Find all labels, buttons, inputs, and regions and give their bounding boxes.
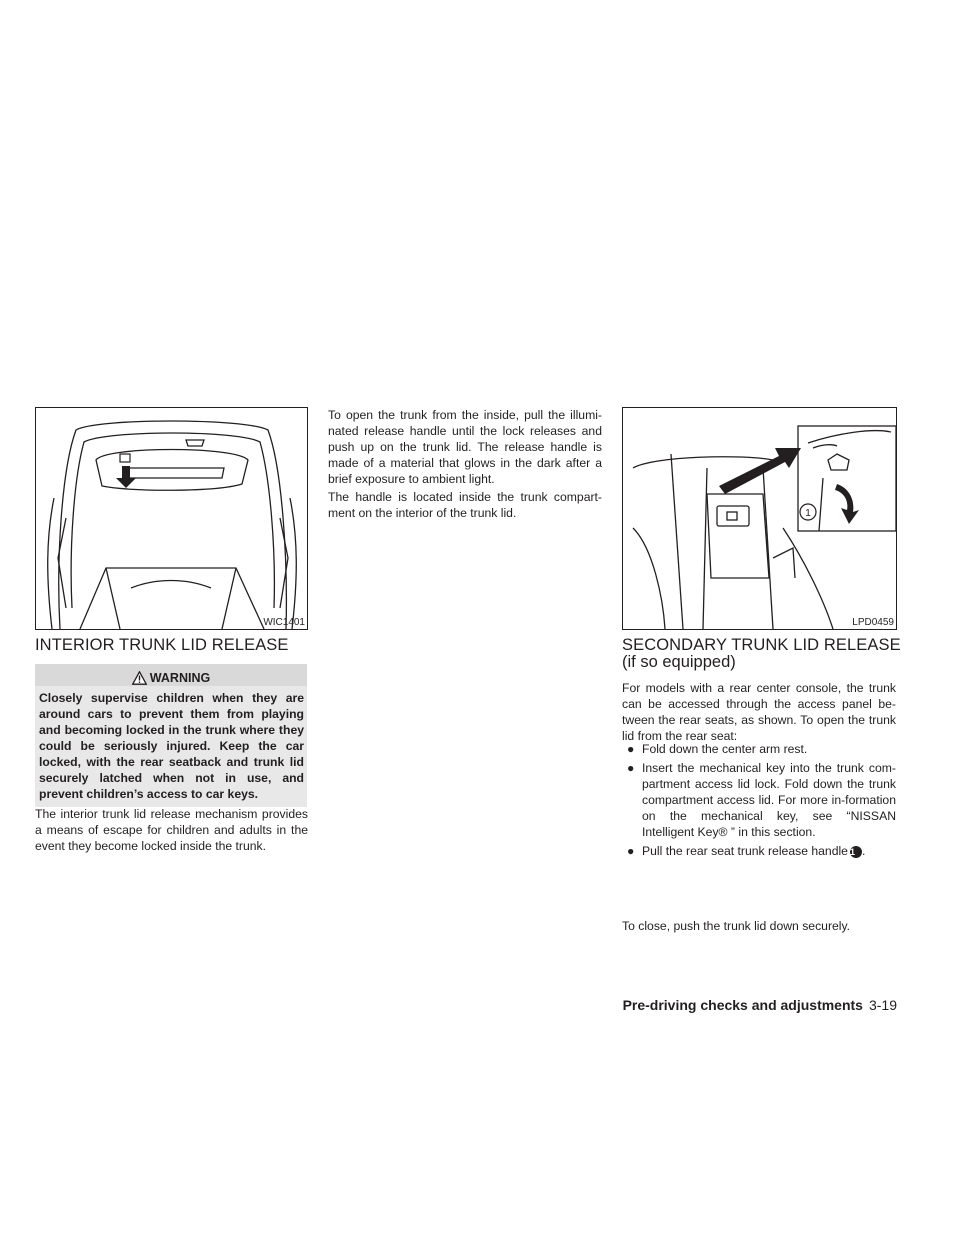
bullet-icon: ● [627, 742, 635, 756]
page-number: 3-19 [868, 997, 897, 1013]
callout-number-badge: 1 [850, 846, 862, 858]
page-footer [623, 996, 897, 1014]
bullet-icon: ● [627, 844, 635, 858]
secondary-closing-text: To close, push the trunk lid down securely. [622, 919, 851, 933]
trunk-interior-illustration [35, 407, 308, 630]
down-arrow-icon [116, 466, 136, 488]
callout-number: 1 [805, 508, 811, 519]
warning-title: WARNING [35, 670, 307, 686]
trunk-lid-drawing [36, 408, 307, 629]
section-subheading: (if so equipped) [622, 653, 736, 671]
rear-seat-release-illustration [622, 407, 897, 630]
middle-paragraph-2: The handle is located inside the trunk compart-ment on the interior of the trunk lid. [328, 490, 602, 520]
list-item: ● Insert the mechanical key into the trunk com-partment access lid lock. Fold down the trunk compartment access lid. For more in-formation on the mechanical key, see “NISSAN Intelligent Key® ” in this section. [627, 761, 896, 839]
rear-console-drawing [623, 408, 896, 629]
interior-body-text: The interior trunk lid release mechanism provides a means of escape for children and adults in the event they become locked inside the trunk. [35, 807, 308, 853]
secondary-intro-text: For models with a rear center console, the trunk can be accessed through the access panel be-tween the rear seats, as shown. To open the trunk lid from the rear seat: [622, 681, 896, 743]
figure-code: WIC1401 [263, 617, 305, 628]
figure-code: LPD0459 [852, 617, 894, 628]
footer-section-title: Pre-driving checks and adjustments [622, 997, 863, 1013]
secondary-steps-list [622, 741, 896, 862]
section-heading-secondary: SECONDARY TRUNK LID RELEASE [622, 636, 901, 654]
middle-paragraph-1: To open the trunk from the inside, pull the illumi-nated release handle until the lock releases and push up on the trunk lid. The release handle is made of a material that glows in the dark after a brief exposure to ambient light. [328, 408, 602, 486]
warning-text: Closely supervise children when they are around cars to prevent them from playing and becoming locked in the trunk where they could be seriously injured. Keep the car locked, with the rear seatback and trunk lid securely latched when not in use, and prevent children’s access to car keys. [35, 686, 307, 807]
list-item: ● Fold down the center arm rest. [627, 742, 808, 756]
warning-triangle-icon [132, 671, 147, 685]
list-item: ● Pull the rear seat trunk release handle 1 . [627, 844, 866, 858]
arrow-to-inset-icon [719, 448, 801, 494]
bullet-icon: ● [627, 761, 635, 775]
section-heading-interior: INTERIOR TRUNK LID RELEASE [35, 636, 289, 654]
